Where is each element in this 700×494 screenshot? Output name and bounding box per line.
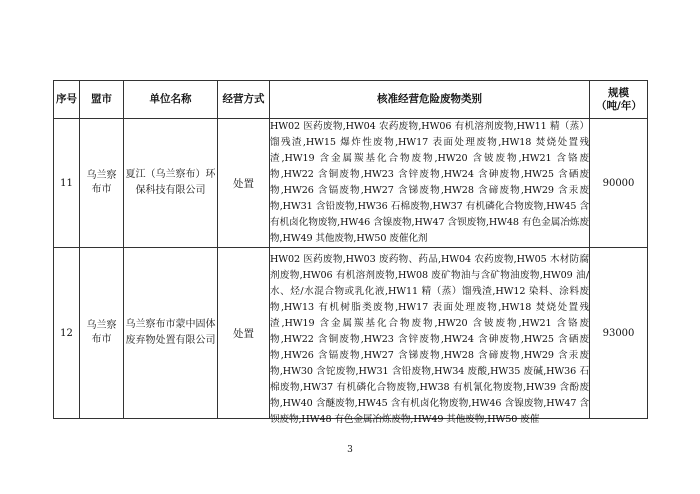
header-operation: 经营方式 [218, 81, 270, 119]
row-waste-types: HW02 医药废物,HW04 农药废物,HW06 有机溶剂废物,HW11 精（蒸）馏残渣,HW15 爆炸性废物,HW17 表面处理废物,HW18 焚烧处置残渣,HW19 含金属羰基化合物废物,HW20 含铍废物,HW21 含铬废物,HW22 含铜废物,HW23 含锌废物,HW24 含砷废物,HW25 含硒废物,HW26 含镉废物,HW27 含锑废物,HW28 含碲废物,HW29 含汞废物,HW31 含铅废物,HW36 石棉废物,HW37 有机磷化合物废物,HW45 含有机卤化物废物,HW46 含镍废物,HW47 含钡废物,HW48 有色金属冶炼废物,HW49 其他废物,HW50 废催化剂 [270, 119, 590, 248]
header-unit-name: 单位名称 [124, 81, 218, 119]
header-league: 盟市 [80, 81, 124, 119]
waste-types-text: HW02 医药废物,HW03 废药物、药品,HW04 农药废物,HW05 木材防腐剂废物,HW06 有机溶剂废物,HW08 废矿物油与含矿物油废物,HW09 油/水、烃/水混合物或乳化液,HW11 精（蒸）馏残渣,HW12 染料、涂料废物,HW13 有机树脂类废物,HW17 表面处理废物,HW18 焚烧处置残渣,HW19 含金属羰基化合物废物,HW20 含铍废物,HW21 含铬废物,HW22 含铜废物,HW23 含锌废物,HW24 含砷废物,HW25 含硒废物,HW26 含镉废物,HW27 含锑废物,HW28 含碲废物,HW29 含汞废物,HW30 含铊废物,HW31 含铅废物,HW34 废酸,HW35 废碱,HW36 石棉废物,HW37 有机磷化合物废物,HW38 有机氰化物废物,HW39 含酚废物,HW40 含醚废物,HW45 含有机卤化物废物,HW46 含镍废物,HW47 含钡废物,HW48 有色金属冶炼废物,HW49 其他废物,HW50 废催 [270, 254, 589, 425]
row-operation: 处置 [218, 119, 270, 248]
row-no: 11 [54, 119, 80, 248]
header-waste-types: 核准经营危险废物类别 [270, 81, 590, 119]
row-waste-types [270, 248, 590, 425]
row-unit-name: 乌兰察布市蒙中固体废弃物处置有限公司 [124, 248, 218, 419]
row-league: 乌兰察布市 [80, 248, 124, 419]
table-row [54, 119, 648, 248]
row-scale: 93000 [590, 248, 648, 419]
page-number: 3 [347, 445, 353, 455]
row-operation: 处置 [218, 248, 270, 419]
row-no: 12 [54, 248, 80, 419]
row-scale: 90000 [590, 119, 648, 248]
hazardous-waste-license-table [53, 80, 648, 425]
header-scale: 规模（吨/年） [590, 81, 648, 119]
table-header-row [54, 81, 648, 119]
row-unit-name: 夏江（乌兰察布）环保科技有限公司 [124, 119, 218, 248]
header-no: 序号 [54, 81, 80, 119]
row-league: 乌兰察布市 [80, 119, 124, 248]
table-row [54, 248, 648, 419]
